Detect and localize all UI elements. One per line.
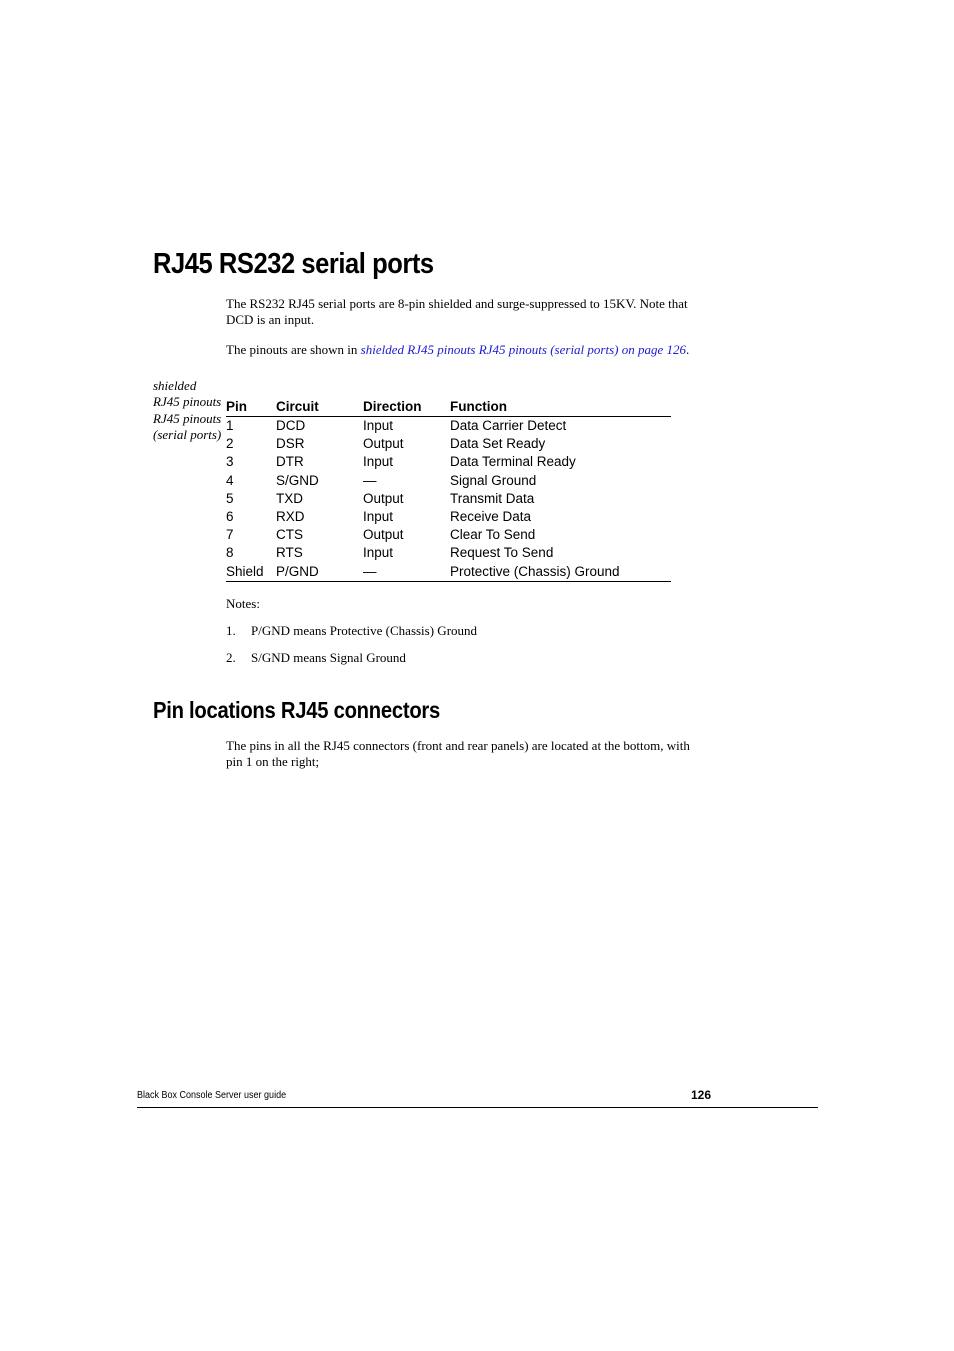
page-title: RJ45 RS232 serial ports: [153, 248, 434, 280]
cell-pin: 2: [226, 436, 234, 452]
note-text: S/GND means Signal Ground: [251, 650, 406, 665]
header-function: Function: [450, 397, 671, 417]
cell-function: Protective (Chassis) Ground: [450, 563, 671, 582]
table-row: [226, 544, 671, 562]
reference-suffix: .: [686, 342, 690, 357]
cell-direction: Input: [363, 418, 394, 433]
cell-circuit: DCD: [276, 418, 306, 433]
cell-direction: Input: [363, 454, 394, 470]
note-number: 1.: [226, 623, 236, 638]
cell-function: Request To Send: [450, 545, 554, 561]
intro-paragraph: The RS232 RJ45 serial ports are 8-pin shielded and surge-suppressed to 15KV. Note that DCD is an input.: [226, 296, 688, 327]
cell-function: Clear To Send: [450, 527, 536, 543]
table-row: [226, 472, 671, 490]
cell-function: Data Set Ready: [450, 436, 546, 452]
header-pin: Pin: [226, 397, 276, 417]
table-header-row: [226, 397, 671, 417]
cell-direction: Output: [363, 527, 404, 543]
section-heading: Pin locations RJ45 connectors: [153, 697, 441, 723]
note-text: P/GND means Protective (Chassis) Ground: [251, 623, 478, 638]
caption-line: (serial ports): [153, 426, 222, 442]
table-row: [226, 563, 671, 582]
note-number: 2.: [226, 650, 236, 665]
table-row: [226, 508, 671, 526]
caption-line: shielded: [153, 378, 197, 393]
header-circuit: Circuit: [276, 397, 363, 417]
cell-function: Data Terminal Ready: [450, 454, 576, 470]
table-row: [226, 417, 671, 436]
pin-locations-paragraph: The pins in all the RJ45 connectors (front and rear panels) are located at the bottom, with pin 1 on the right;: [226, 738, 690, 769]
cell-pin: 8: [226, 545, 234, 561]
rj45-pinout-table: [226, 397, 671, 582]
pinouts-cross-reference-link[interactable]: shielded RJ45 pinouts RJ45 pinouts (serial ports) on page 126: [360, 342, 687, 357]
cell-circuit: TXD: [276, 490, 303, 506]
caption-line: RJ45 pinouts: [153, 394, 222, 410]
footer-page-number: 126: [691, 1088, 712, 1102]
cell-direction: Output: [363, 490, 404, 506]
table-side-caption: [153, 378, 228, 443]
table-row: [226, 490, 671, 508]
cell-pin: 7: [226, 527, 234, 543]
cell-direction: Input: [363, 545, 394, 561]
table-row: [226, 453, 671, 471]
cell-circuit: DTR: [276, 454, 304, 470]
cell-circuit: S/GND: [276, 472, 319, 488]
cell-pin: 5: [226, 490, 234, 506]
cell-function: Transmit Data: [450, 490, 535, 506]
cell-pin: 4: [226, 472, 234, 488]
cell-direction: Input: [363, 509, 394, 525]
cell-circuit: RTS: [276, 545, 303, 561]
cell-pin: 1: [226, 418, 234, 433]
reference-prefix: The pinouts are shown in: [226, 342, 361, 357]
cell-pin: 6: [226, 509, 234, 525]
cell-direction: —: [363, 472, 377, 488]
cell-function: Data Carrier Detect: [450, 418, 567, 433]
note-item: [226, 623, 477, 639]
cell-pin: Shield: [226, 563, 276, 582]
footer-divider: [137, 1107, 818, 1108]
cell-circuit: RXD: [276, 509, 305, 525]
cell-function: Signal Ground: [450, 472, 537, 488]
footer-document-title: Black Box Console Server user guide: [137, 1090, 287, 1101]
cell-circuit: P/GND: [276, 563, 363, 582]
cell-circuit: CTS: [276, 527, 303, 543]
caption-line: RJ45 pinouts: [153, 410, 222, 426]
cell-pin: 3: [226, 454, 234, 470]
table-row: [226, 526, 671, 544]
cell-direction: —: [363, 563, 450, 582]
cell-circuit: DSR: [276, 436, 305, 452]
table-row: [226, 435, 671, 453]
header-direction: Direction: [363, 397, 450, 417]
notes-label: Notes:: [226, 596, 260, 611]
note-item: [226, 650, 406, 666]
cell-direction: Output: [363, 436, 404, 452]
pinouts-reference-paragraph: [226, 342, 706, 358]
cell-function: Receive Data: [450, 509, 532, 525]
